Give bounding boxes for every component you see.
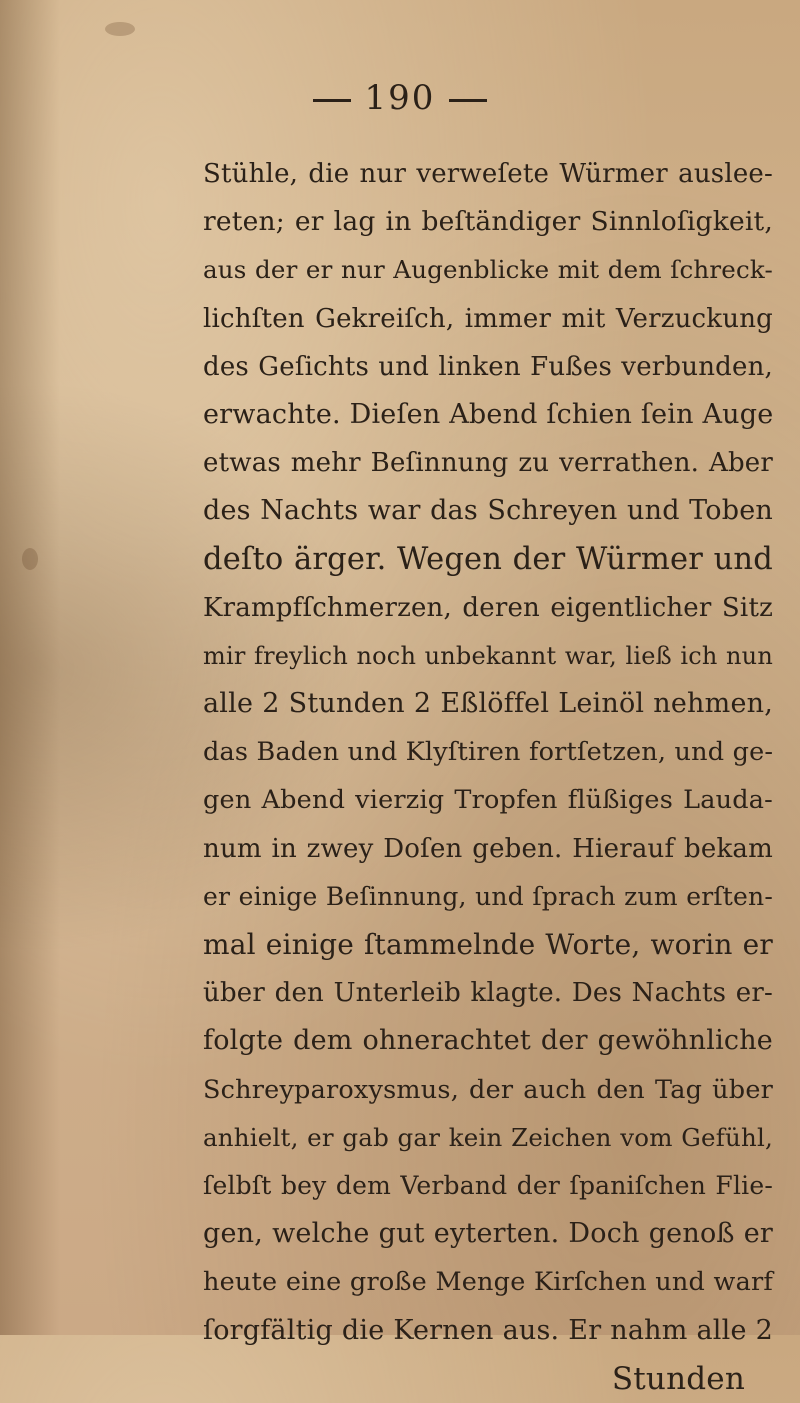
header-dash-right — [449, 99, 487, 102]
text-line: Stühle, die nur verweſete Würmer auslee- — [203, 159, 773, 189]
paper-stain — [105, 22, 135, 36]
page-edge-shadow — [0, 0, 60, 1335]
text-line: des Geſichts und linken Fußes verbunden, — [203, 351, 773, 382]
text-line: aus der er nur Augenblicke mit dem ſchreck- — [203, 255, 773, 285]
text-line: reten; er lag in beſtändiger Sinnloſigkeit, — [203, 206, 773, 238]
body-text — [203, 150, 773, 1403]
text-line: etwas mehr Beſinnung zu verrathen. Aber — [203, 448, 773, 479]
text-line: ſelbſt bey dem Verband der ſpaniſchen Flie- — [203, 1170, 773, 1200]
text-line: gen, welche gut eyterten. Doch genoß er — [203, 1218, 773, 1250]
paper-stain — [22, 548, 38, 570]
text-line: anhielt, er gab gar kein Zeichen vom Gefühl, — [203, 1122, 773, 1152]
text-line: das Baden und Klyſtiren fortſetzen, und ge- — [203, 737, 774, 768]
text-line: gen Abend vierzig Tropfen flüßiges Lauda- — [203, 785, 773, 816]
catchword: Stunden — [611, 1360, 745, 1397]
text-line: mir freylich noch unbekannt war, ließ ich nun — [203, 641, 773, 670]
page-header — [0, 78, 800, 118]
text-line: heute eine große Menge Kirſchen und warf — [203, 1267, 773, 1298]
text-line: deſto ärger. Wegen der Würmer und — [203, 541, 773, 577]
text-line: er einige Beſinnung, und ſprach zum erſten- — [203, 881, 773, 911]
page-number: 190 — [364, 78, 436, 118]
text-line: alle 2 Stunden 2 Eßlöffel Leinöl nehmen, — [203, 688, 773, 720]
text-line: lichſten Gekreiſch, immer mit Verzuckung — [203, 303, 773, 334]
text-line: über den Unterleib klagte. Des Nachts er- — [203, 978, 773, 1009]
text-line: mal einige ſtammelnde Worte, worin er — [203, 928, 773, 961]
text-line: Krampfſchmerzen, deren eigentlicher Sitz — [203, 592, 773, 623]
text-line: folgte dem ohnerachtet der gewöhnliche — [203, 1025, 773, 1057]
header-dash-left — [313, 99, 351, 102]
text-line: num in zwey Doſen geben. Hierauf bekam — [203, 833, 773, 864]
text-line: Schreyparoxysmus, der auch den Tag über — [203, 1074, 773, 1105]
text-line: des Nachts war das Schreyen und Toben — [203, 495, 773, 527]
text-line: erwachte. Dieſen Abend ſchien ſein Auge — [203, 398, 774, 430]
text-line: ſorgfältig die Kernen aus. Er nahm alle 2 — [203, 1314, 773, 1346]
